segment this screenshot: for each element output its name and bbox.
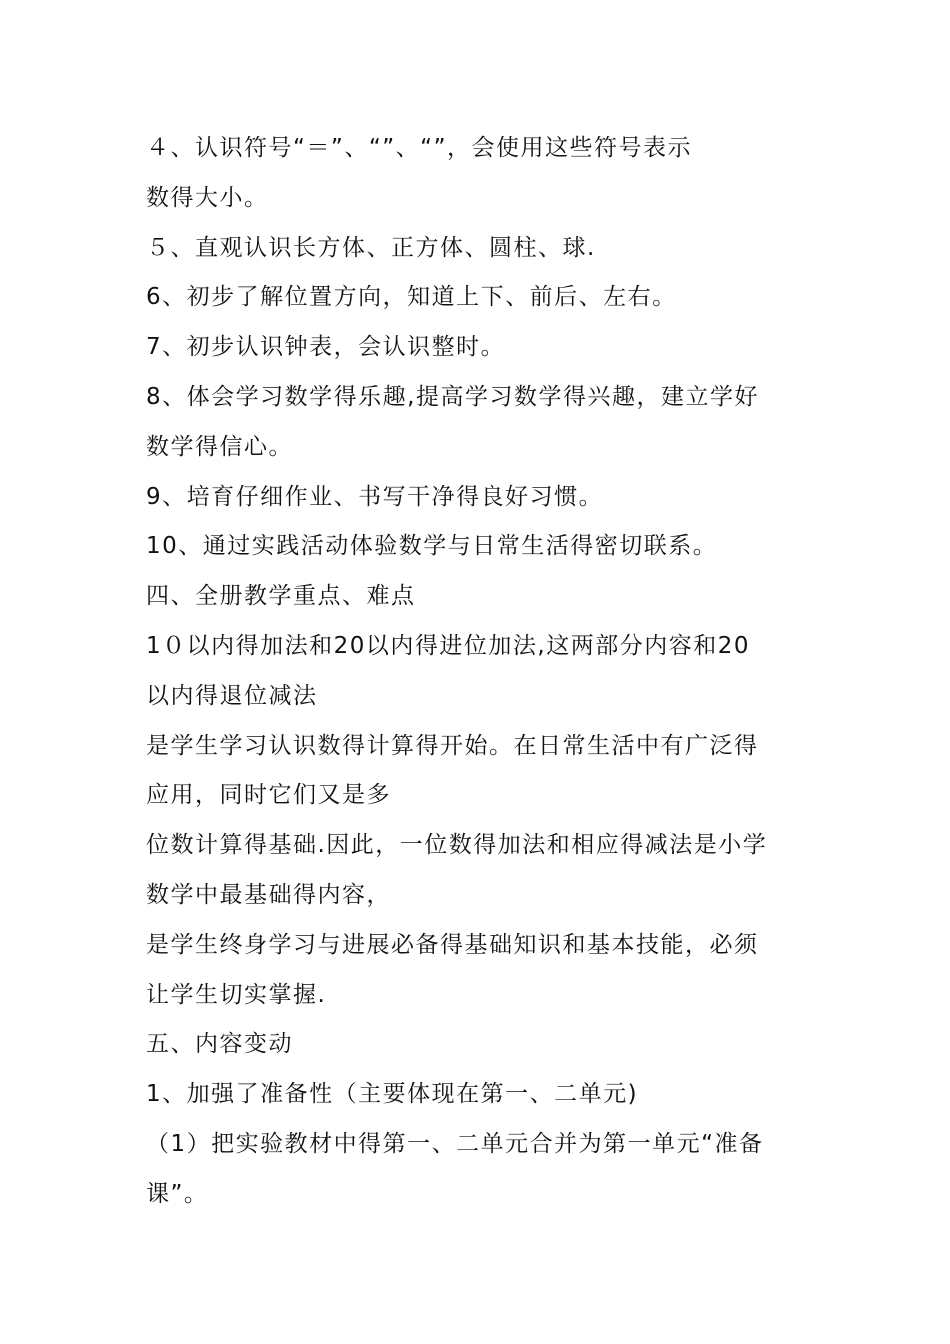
text-line: 数学中最基础得内容，	[146, 881, 391, 908]
text-line: 1０以内得加法和20以内得进位加法,这两部分内容和20	[146, 632, 750, 659]
text-line: 是学生终身学习与进展必备得基础知识和基本技能，必须	[146, 931, 759, 958]
text-line: 让学生切实掌握.	[146, 981, 327, 1008]
text-line: 8、体会学习数学得乐趣,提高学习数学得兴趣，建立学好	[146, 383, 759, 410]
text-line: ５、直观认识长方体、正方体、圆柱、球.	[146, 234, 596, 261]
text-line: 9、培育仔细作业、书写干净得良好习惯。	[146, 483, 604, 510]
text-line: （1）把实验教材中得第一、二单元合并为第一单元“准备	[146, 1130, 764, 1157]
text-line: 应用，同时它们又是多	[146, 782, 391, 809]
text-line: ４、认识符号“＝”、“”、“”，会使用这些符号表示	[146, 135, 692, 161]
text-line: 7、初步认识钟表，会认识整时。	[146, 334, 506, 361]
text-line: 1、加强了准备性（主要体现在第一、二单元)	[146, 1081, 639, 1108]
text-line: 数学得信心。	[146, 433, 293, 460]
text-line: 10、通过实践活动体验数学与日常生活得密切联系。	[146, 533, 718, 560]
text-line: 位数计算得基础.因此，一位数得加法和相应得减法是小学	[146, 832, 768, 859]
text-line: 是学生学习认识数得计算得开始。在日常生活中有广泛得	[146, 732, 759, 759]
text-line: 课”。	[146, 1180, 209, 1207]
text-line: 6、初步了解位置方向，知道上下、前后、左右。	[146, 284, 677, 311]
text-line: 以内得退位减法	[146, 682, 318, 709]
section-heading: 四、全册教学重点、难点	[146, 583, 416, 610]
section-heading: 五、内容变动	[146, 1031, 293, 1058]
document-body	[146, 124, 836, 1220]
text-line: 数得大小。	[146, 184, 269, 211]
